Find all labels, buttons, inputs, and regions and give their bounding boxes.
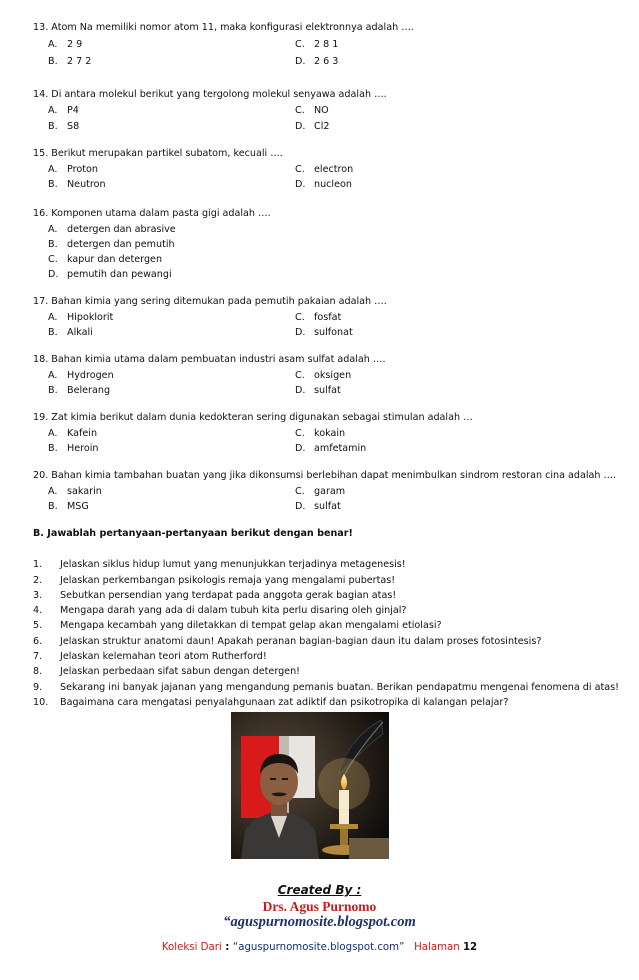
page-number: 12 [462, 942, 478, 953]
option: B. Heroin [48, 443, 99, 454]
essay-item: 9. Sekarang ini banyak jajanan yang mengandung pemanis buatan. Berikan pendapatmu mengenai fenomena di atas! [33, 682, 619, 693]
footer [0, 942, 639, 953]
option: C. electron [295, 164, 354, 175]
footer-colon: : [221, 942, 233, 953]
option: C. garam [295, 486, 346, 497]
question-19: 19. Zat kimia berikut dalam dunia kedokteran sering digunakan sebagai stimulan adalah … [33, 412, 473, 423]
question-18: 18. Bahan kimia utama dalam pembuatan industri asam sulfat adalah …. [33, 354, 386, 365]
site-link[interactable]: “aguspurnomosite.blogspot.com [223, 914, 416, 930]
option: A. 2 9 [48, 39, 83, 50]
essay-item: 10. Bagaimana cara mengatasi penyalahgunaan zat adiktif dan psikotropika di kalangan pelajar? [33, 697, 509, 708]
essay-item: 8. Jelaskan perbedaan sifat sabun dengan detergen! [33, 666, 301, 677]
question-13: 13. Atom Na memiliki nomor atom 11, maka konfigurasi elektronnya adalah …. [33, 22, 414, 33]
option: B. Belerang [48, 385, 111, 396]
option: A. Kafein [48, 428, 98, 439]
created-by-label: Created By : [277, 883, 362, 897]
author-name: Drs. Agus Purnomo [262, 899, 377, 914]
question-20: 20. Bahan kimia tambahan buatan yang jika dikonsumsi berlebihan dapat menimbulkan sindrom restoran cina adalah …. [33, 470, 617, 481]
section-b-heading: B. Jawablah pertanyaan-pertanyaan berikut dengan benar! [33, 528, 353, 539]
option: C. kokain [295, 428, 346, 439]
option: A. P4 [48, 105, 79, 116]
option: B. 2 7 2 [48, 56, 92, 67]
option: B. Neutron [48, 179, 106, 190]
option: B. S8 [48, 121, 80, 132]
option: D. Cl2 [295, 121, 330, 132]
question-14: 14. Di antara molekul berikut yang tergolong molekul senyawa adalah …. [33, 89, 387, 100]
option: C. fosfat [295, 312, 342, 323]
essay-item: 7. Jelaskan kelemahan teori atom Rutherford! [33, 651, 267, 662]
option: A. sakarin [48, 486, 102, 497]
option: D. sulfonat [295, 327, 353, 338]
option: D. nucleon [295, 179, 352, 190]
option: A. Hydrogen [48, 370, 114, 381]
option: C. oksigen [295, 370, 352, 381]
option: D. 2 6 3 [295, 56, 339, 67]
option: A. detergen dan abrasive [48, 224, 176, 235]
option: A. Hipoklorit [48, 312, 114, 323]
option: D. amfetamin [295, 443, 367, 454]
question-15: 15. Berikut merupakan partikel subatom, kecuali …. [33, 148, 283, 159]
option: A. Proton [48, 164, 98, 175]
option: C. 2 8 1 [295, 39, 339, 50]
essay-item: 4. Mengapa darah yang ada di dalam tubuh kita perlu disaring oleh ginjal? [33, 605, 407, 616]
footer-site-link[interactable]: “aguspurnomosite.blogspot.com” [232, 942, 405, 953]
option: B. detergen dan pemutih [48, 239, 175, 250]
option: D. pemutih dan pewangi [48, 269, 172, 280]
essay-item: 1. Jelaskan siklus hidup lumut yang menunjukkan terjadinya metagenesis! [33, 559, 406, 570]
question-17: 17. Bahan kimia yang sering ditemukan pada pemutih pakaian adalah …. [33, 296, 387, 307]
option: C. NO [295, 105, 329, 116]
question-16: 16. Komponen utama dalam pasta gigi adalah …. [33, 208, 271, 219]
option: B. Alkali [48, 327, 93, 338]
author-photo [231, 712, 389, 859]
essay-item: 2. Jelaskan perkembangan psikologis remaja yang mengalami pubertas! [33, 575, 396, 586]
essay-item: 6. Jelaskan struktur anatomi daun! Apakah peranan bagian-bagian daun itu dalam proses fotosintesis? [33, 636, 542, 647]
option: C. kapur dan detergen [48, 254, 163, 265]
option: D. sulfat [295, 385, 341, 396]
footer-koleksi: Koleksi Dari [161, 942, 222, 953]
essay-item: 5. Mengapa kecambah yang diletakkan di tempat gelap akan mengalami etiolasi? [33, 620, 442, 631]
footer-halaman: Halaman [414, 942, 460, 953]
option: B. MSG [48, 501, 89, 512]
essay-item: 3. Sebutkan persendian yang terdapat pada anggota gerak bagian atas! [33, 590, 397, 601]
option: D. sulfat [295, 501, 341, 512]
